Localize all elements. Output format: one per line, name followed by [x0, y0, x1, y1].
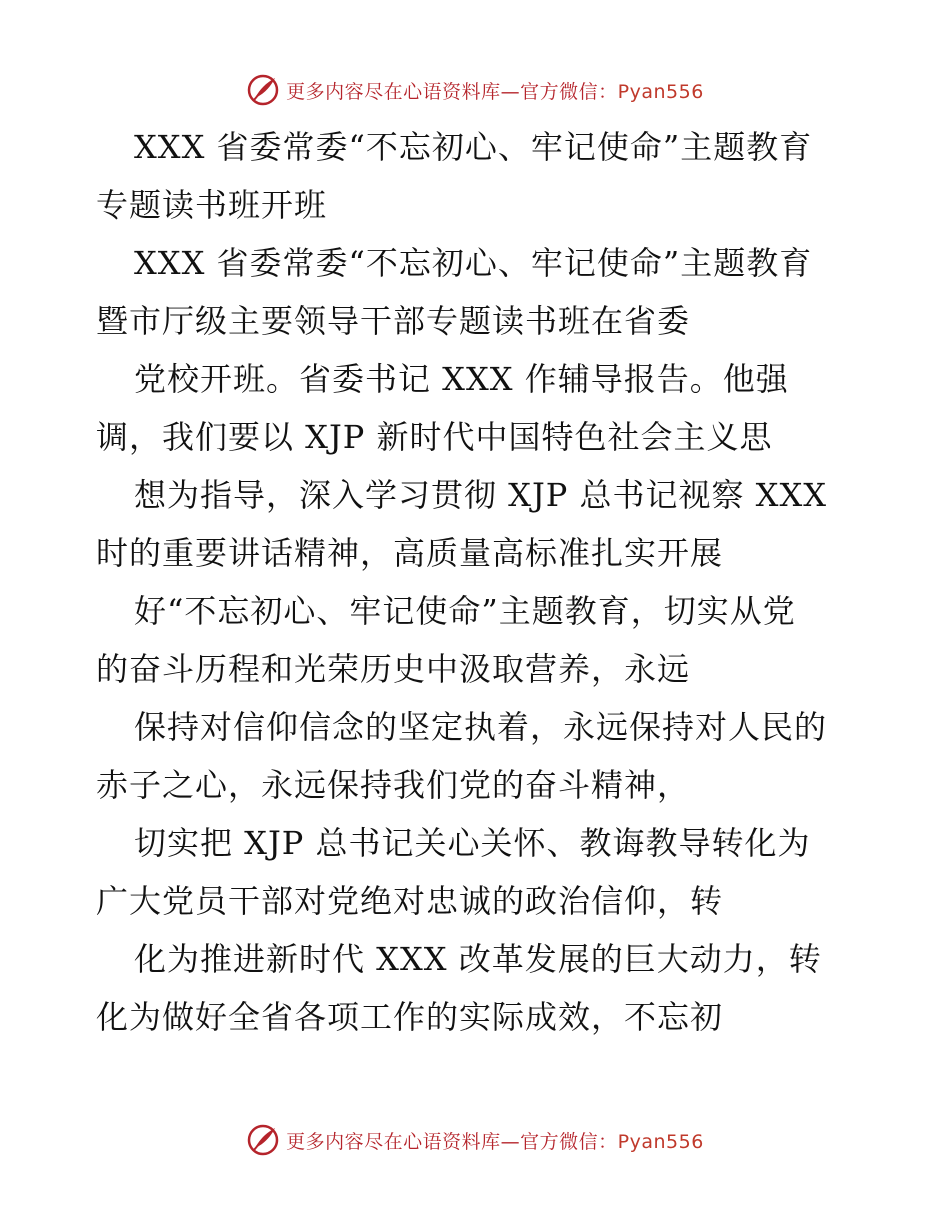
text-line: 想为指导，深入学习贯彻 XJP 总书记视察 XXX — [134, 476, 828, 514]
text-line: 化为做好全省各项工作的实际成效，不忘初 — [96, 998, 724, 1036]
text-line: 广大党员干部对党绝对忠诚的政治信仰，转 — [96, 882, 724, 920]
text-line: 的奋斗历程和光荣历史中汲取营养，永远 — [96, 650, 691, 688]
feather-pen-icon — [246, 1123, 280, 1157]
text-line: 暨市厅级主要领导干部专题读书班在省委 — [96, 302, 691, 340]
text-line: 好“不忘初心、牢记使命”主题教育，切实从党 — [134, 592, 796, 630]
text-line: 化为推进新时代 XXX 改革发展的巨大动力，转 — [134, 940, 822, 978]
text-line: 时的重要讲话精神，高质量高标准扎实开展 — [96, 534, 724, 572]
text-line: XXX 省委常委“不忘初心、牢记使命”主题教育 — [134, 244, 813, 282]
text-line: 调，我们要以 XJP 新时代中国特色社会主义思 — [96, 418, 773, 456]
text-line: XXX 省委常委“不忘初心、牢记使命”主题教育 — [134, 128, 813, 166]
watermark-text: 更多内容尽在心语资料库—官方微信：Pyan556 — [286, 80, 704, 103]
document-body — [96, 118, 856, 1046]
text-line: 切实把 XJP 总书记关心关怀、教诲教导转化为 — [134, 824, 811, 862]
text-line: 保持对信仰信念的坚定执着，永远保持对人民的 — [134, 708, 828, 746]
text-line: 专题读书班开班 — [96, 186, 328, 224]
text-line: 党校开班。省委书记 XXX 作辅导报告。他强 — [134, 360, 789, 398]
footer-watermark — [0, 1120, 950, 1160]
feather-pen-icon — [246, 73, 280, 107]
header-watermark — [0, 70, 950, 110]
text-line: 赤子之心，永远保持我们党的奋斗精神， — [96, 766, 691, 804]
watermark-text: 更多内容尽在心语资料库—官方微信：Pyan556 — [286, 1130, 704, 1153]
